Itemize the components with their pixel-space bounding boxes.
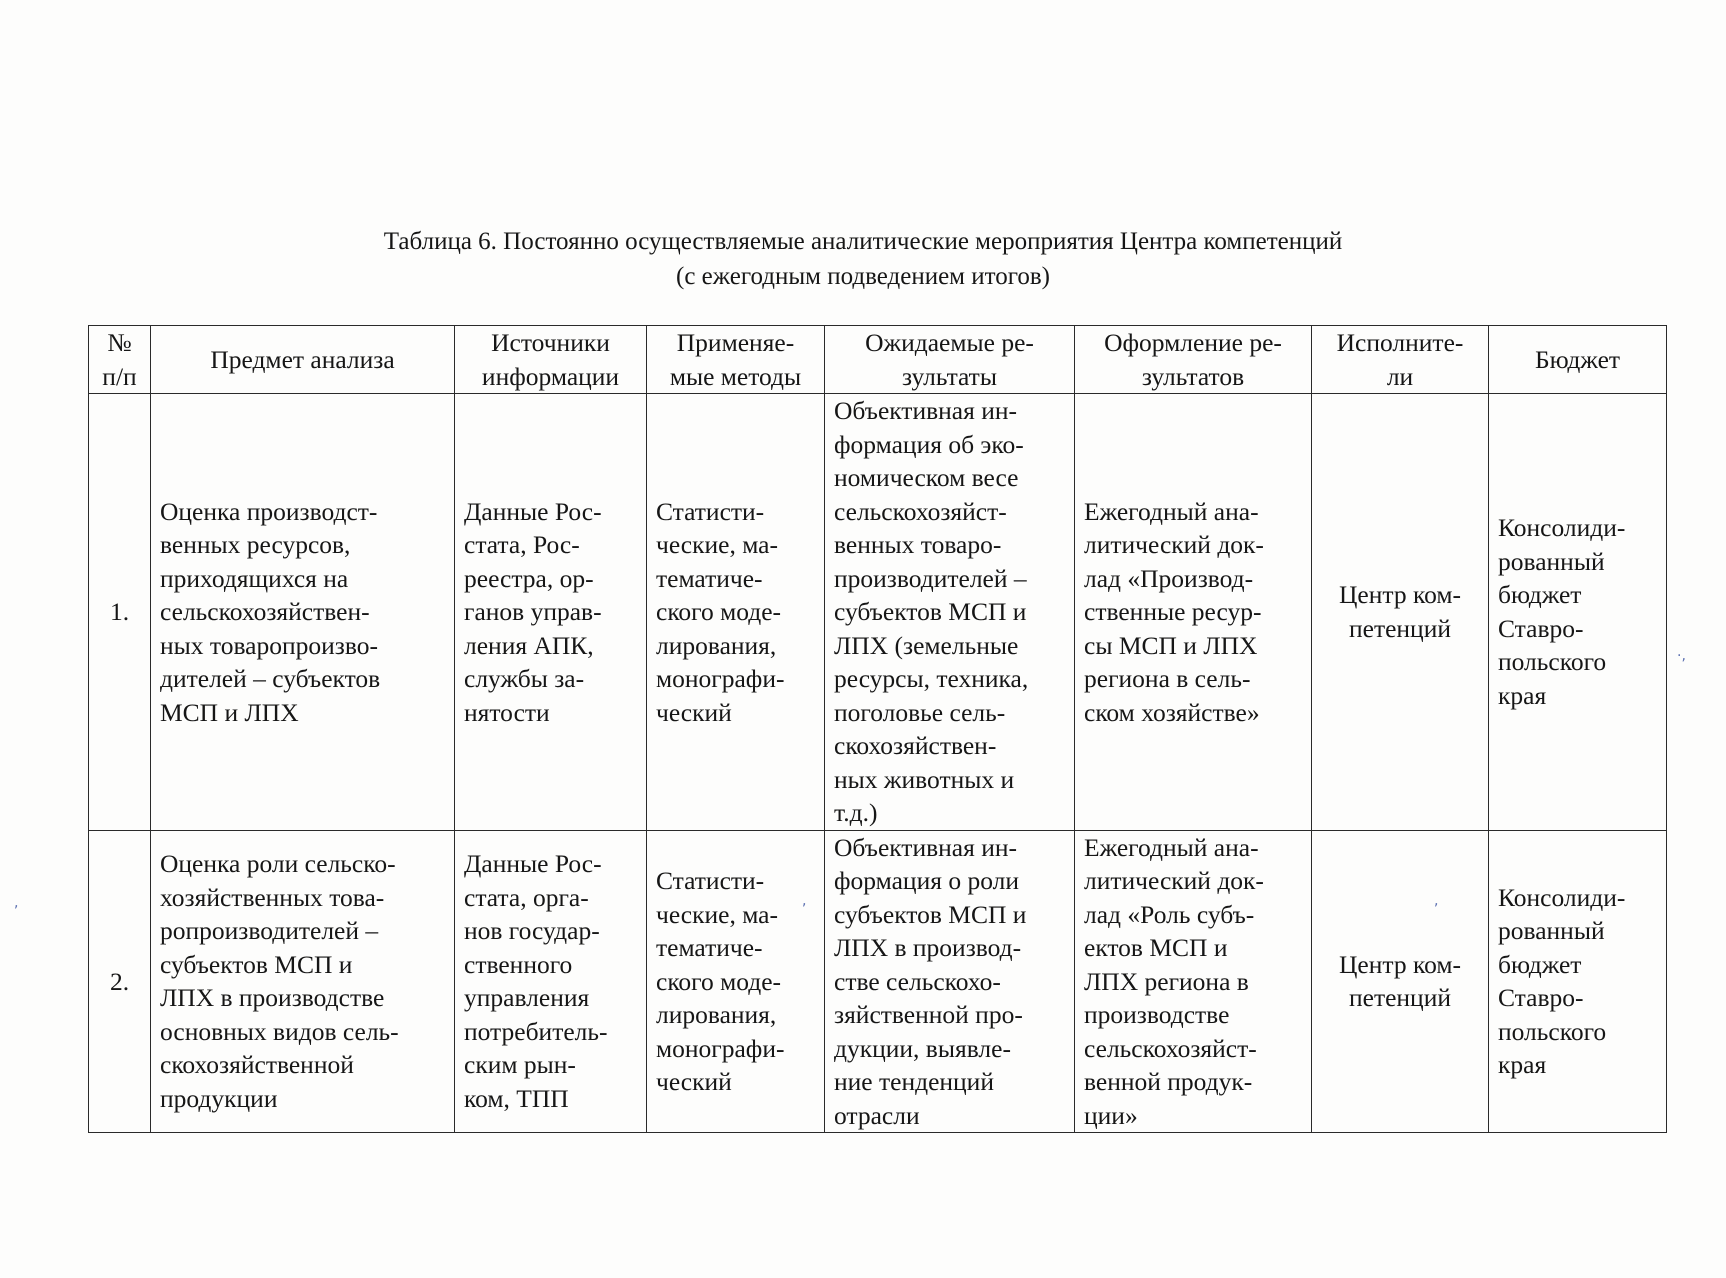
table-caption-line-2: (с ежегодным подведением итогов) — [676, 263, 1050, 290]
scan-speck: ·, — [1677, 648, 1686, 664]
row-methods: Статисти- ческие, ма- тематиче- ского моде- лирования, монографи- ческий — [647, 830, 825, 1133]
header-number: № п/п — [89, 326, 151, 394]
row-methods: Статисти- ческие, ма- тематиче- ского моде- лирования, монографи- ческий — [647, 394, 825, 831]
header-results-format: Оформление ре- зультатов — [1075, 326, 1312, 394]
row-number: 2. — [89, 830, 151, 1133]
row-executors: Центр ком- петенций — [1312, 830, 1489, 1133]
scan-speck: , — [14, 895, 19, 911]
scan-speck: , — [1434, 893, 1439, 909]
row-executors: Центр ком- петенций — [1312, 394, 1489, 831]
row-expected-results: Объективная ин- формация о роли субъектов МСП и ЛПХ в производ- стве сельскохо- зяйственной про- дукции, выявле- ние тенденций отрасли — [825, 830, 1075, 1133]
row-budget: Консолиди- рованный бюджет Ставро- польского края — [1489, 830, 1667, 1133]
header-budget: Бюджет — [1489, 326, 1667, 394]
table-row — [89, 394, 1667, 831]
row-subject: Оценка роли сельско- хозяйственных това- ропроизводителей – субъектов МСП и ЛПХ в производстве основных видов сель- скохозяйственной продукции — [151, 830, 455, 1133]
table-row — [89, 830, 1667, 1133]
header-subject: Предмет анализа — [151, 326, 455, 394]
row-results-format: Ежегодный ана- литический док- лад «Производ- ственные ресур- сы МСП и ЛПХ региона в сель- ском хозяйстве» — [1075, 394, 1312, 831]
row-number: 1. — [89, 394, 151, 831]
scan-speck: , — [802, 893, 807, 909]
row-sources: Данные Рос- стата, орга- нов государ- ственного управления потребитель- ским рын- ком, ТПП — [455, 830, 647, 1133]
header-methods: Применяе- мые методы — [647, 326, 825, 394]
analytics-table — [88, 325, 1667, 1133]
row-subject: Оценка производст- венных ресурсов, приходящихся на сельскохозяйствен- ных товаропроизво- дителей – субъектов МСП и ЛПХ — [151, 394, 455, 831]
row-sources: Данные Рос- стата, Рос- реестра, ор- ганов управ- ления АПК, службы за- нятости — [455, 394, 647, 831]
row-expected-results: Объективная ин- формация об эко- номическом весе сельскохозяйст- венных товаро- производителей – субъектов МСП и ЛПХ (земельные ресурсы, техника, поголовье сель- скохозяйствен- ных животных и т.д.) — [825, 394, 1075, 831]
header-expected-results: Ожидаемые ре- зультаты — [825, 326, 1075, 394]
table-caption-line-1: Таблица 6. Постоянно осуществляемые аналитические мероприятия Центра компетенций — [383, 228, 1343, 255]
table-header-row — [89, 326, 1667, 394]
header-sources: Источники информации — [455, 326, 647, 394]
row-results-format: Ежегодный ана- литический док- лад «Роль субъ- ектов МСП и ЛПХ региона в производстве сельскохозяйст- венной продук- ции» — [1075, 830, 1312, 1133]
row-budget: Консолиди- рованный бюджет Ставро- польского края — [1489, 394, 1667, 831]
header-executors: Исполните- ли — [1312, 326, 1489, 394]
